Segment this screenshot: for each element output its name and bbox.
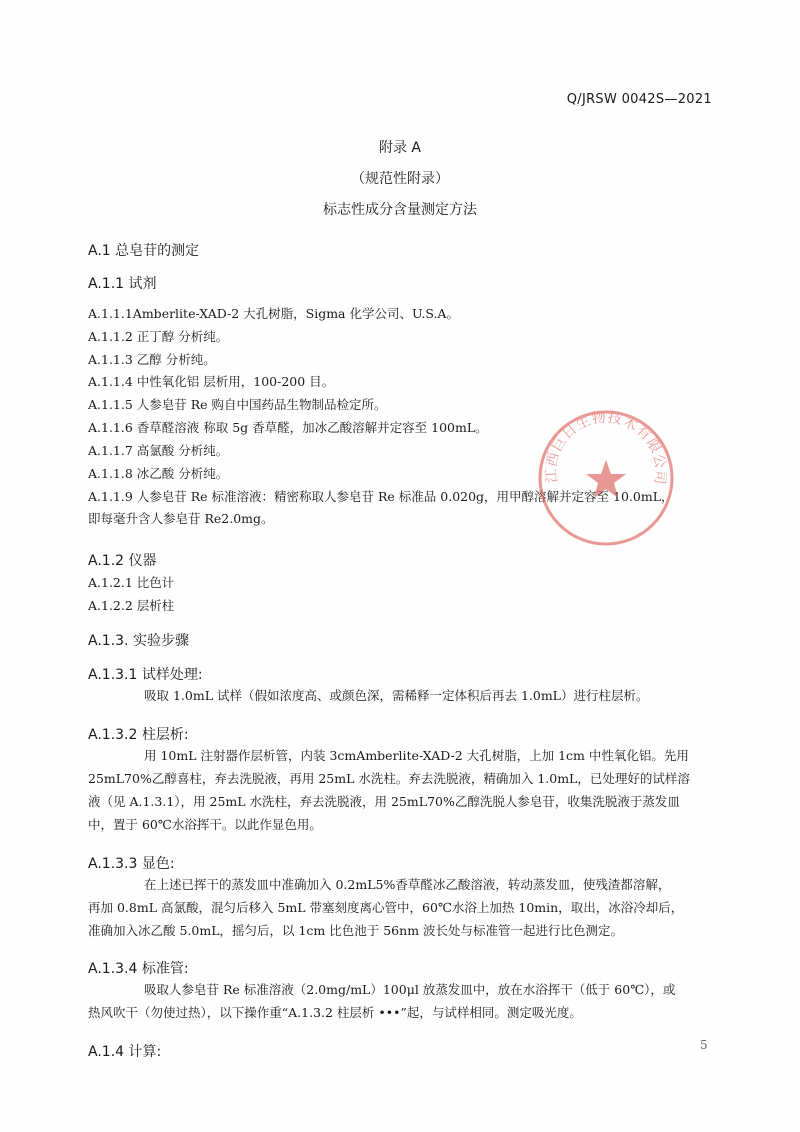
section-heading-a13: A.1.3. 实验步骤 — [88, 633, 189, 649]
paragraph-line: 中，置于 60℃水浴挥干。以此作显色用。 — [88, 817, 322, 832]
section-heading-a11: A.1.1 试剂 — [88, 276, 157, 292]
paragraph-line: 吸取人参皂苷 Re 标准溶液（2.0mg/mL）100μl 放蒸发皿中，放在水浴挥干（低于 60℃），或 — [144, 982, 676, 997]
section-heading-a14: A.1.4 计算: — [88, 1044, 162, 1060]
section-heading-a132: A.1.3.2 柱层析: — [88, 727, 189, 743]
method-title: 标志性成分含量测定方法 — [323, 202, 477, 218]
standard-number: Q/JRSW 0042S—2021 — [566, 92, 712, 107]
reagent-item: A.1.1.3 乙醇 分析纯。 — [88, 352, 216, 367]
reagent-item: A.1.1.9 人参皂苷 Re 标准溶液：精密称取人参皂苷 Re 标准品 0.020g，用甲醇溶解并定容至 10.0mL， — [88, 489, 674, 504]
paragraph-line: 准确加入冰乙酸 5.0mL，摇匀后，以 1cm 比色池于 56nm 波长处与标准管一起进行比色测定。 — [88, 923, 624, 938]
section-heading-a134: A.1.3.4 标准管: — [88, 961, 189, 977]
paragraph-line: 液（见 A.1.3.1），用 25mL 水洗柱，弃去洗脱液，用 25mL70%乙醇洗脱人参皂苷，收集洗脱液于蒸发皿 — [88, 794, 680, 809]
paragraph-line: 热风吹干（勿使过热），以下操作重“A.1.3.2 柱层析 •••”起，与试样相同。测定吸光度。 — [88, 1005, 582, 1020]
reagent-item: A.1.1.2 正丁醇 分析纯。 — [88, 329, 229, 344]
page-number: 5 — [700, 1038, 708, 1052]
section-heading-a133: A.1.3.3 显色: — [88, 856, 175, 872]
section-heading-a131: A.1.3.1 试样处理: — [88, 667, 203, 683]
instrument-item: A.1.2.1 比色计 — [88, 575, 175, 590]
reagent-item: A.1.1.6 香草醛溶液 称取 5g 香草醛，加冰乙酸溶解并定容至 100mL。 — [88, 420, 488, 435]
reagent-item: A.1.1.7 高氯酸 分析纯。 — [88, 443, 229, 458]
paragraph-line: 25mL70%乙醇喜柱，弃去洗脱液，再用 25mL 水洗柱。弃去洗脱液，精确加入 1.0mL，已处理好的试样溶 — [88, 771, 690, 786]
appendix-title: 附录 A — [378, 140, 422, 156]
reagent-item: A.1.1.8 冰乙酸 分析纯。 — [88, 466, 229, 481]
seal-text: 江西巨日生物技术有限公司 — [543, 409, 669, 487]
reagent-item: A.1.1.4 中性氧化铝 层析用，100-200 目。 — [88, 374, 335, 389]
reagent-item-continuation: 即每毫升含人参皂苷 Re2.0mg。 — [88, 511, 274, 526]
section-heading-a12: A.1.2 仪器 — [88, 553, 157, 569]
reagent-item: A.1.1.1Amberlite-XAD-2 大孔树脂，Sigma 化学公司、U.S.A。 — [88, 306, 459, 321]
reagent-item: A.1.1.5 人参皂苷 Re 购自中国药品生物制品检定所。 — [88, 397, 387, 412]
instrument-item: A.1.2.2 层析柱 — [88, 598, 175, 613]
paragraph-line: 在上述已挥干的蒸发皿中准确加入 0.2mL5%香草醛冰乙酸溶液，转动蒸发皿，使残渣都溶解， — [144, 877, 671, 892]
seal-star-icon — [586, 460, 626, 498]
company-seal-stamp — [536, 408, 676, 548]
section-heading-a1: A.1 总皂苷的测定 — [88, 243, 200, 259]
normative-label: （规范性附录） — [351, 171, 449, 187]
paragraph-line: 用 10mL 注射器作层析管，内装 3cmAmberlite-XAD-2 大孔树脂，上加 1cm 中性氧化铝。先用 — [144, 748, 689, 763]
paragraph-line: 再加 0.8mL 高氯酸，混匀后移入 5mL 带塞刻度离心管中，60℃水浴上加热 10min，取出，冰浴冷却后， — [88, 900, 684, 915]
paragraph-line: 吸取 1.0mL 试样（假如浓度高、或颜色深，需稀释一定体积后再去 1.0mL）进行柱层析。 — [144, 688, 649, 703]
